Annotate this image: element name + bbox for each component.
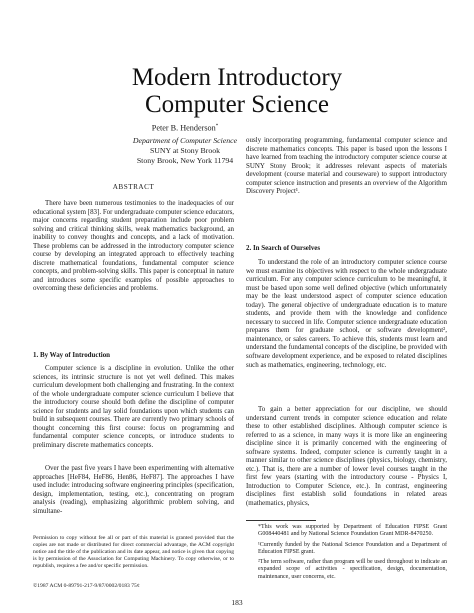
copyright-line: ©1987 ACM 0-89791-217-9/87/0002/0183 75¢ bbox=[33, 583, 140, 589]
section-2-p2-text: To gain a better appreciation for our discipline, we should understand current trends in computer science education and relate these to other established disciplines. Although computer science is referred to as a science, in many ways it is more like an engineering discipline since it is primarily concerned with the engineering of software systems. Indeed, computer science is currently taught in a manner similar to other science disciplines (physics, biology, chemistry, etc.). That is, there are a number of lower level courses taught in the first few years (starting with the introductory course - Physics I, Introduction to Computer Science, etc.). In contrast, engineering disciplines first establish solid foundations in related areas (mathematics, physics, bbox=[246, 405, 447, 508]
author-block bbox=[110, 122, 260, 165]
section-1-paragraph-1 bbox=[33, 364, 234, 449]
right-column-continuation bbox=[246, 136, 447, 196]
footnote-3: ²The term software, rather than program will be used throughout to indicate an expanded scope of activities - specification, design, documentation, maintenance, user concerns, etc. bbox=[258, 559, 447, 580]
section-1-p1-text: Computer science is a discipline in evolution. Unlike the other sciences, its intrinsic structure is not yet well defined. This makes curriculum development both challenging and frustrating. In the context of the whole undergraduate computer science curriculum I believe that the introductory course should both define the discipline of computer science for students and lay solid foundations upon which students can build in subsequent courses. There are currently two primary schools of thought concerning this first course: focus on programming and fundamental computer science concepts, or introduce students to preliminary discrete mathematics concepts. bbox=[33, 364, 234, 449]
section-1-title: 1. By Way of Introduction bbox=[33, 351, 111, 359]
section-1-paragraph-2 bbox=[33, 464, 234, 515]
section-1-heading bbox=[33, 351, 234, 360]
page-number: 183 bbox=[231, 598, 243, 607]
right-column-p1-text: ously incorporating programming, fundamental computer science and discrete mathematics concepts. This paper is based upon the lessons I have learned from teaching the introductory computer science course at SUNY Stony Brook; it addresses relevant aspects of materials development (course material and courseware) to support introductory computer science instruction and presents an overview of the Algorithm Discovery Project¹. bbox=[246, 136, 447, 196]
author-department: Department of Computer Science bbox=[132, 136, 238, 146]
author-footnote-mark: * bbox=[215, 124, 219, 129]
title-line-2: Computer Science bbox=[145, 91, 329, 118]
footnote-divider bbox=[246, 520, 316, 521]
footnote-1: *This work was supported by Department of Education FIPSE Grant G008440481 and by National Science Foundation Grant MDR-8470250. bbox=[258, 524, 447, 538]
author-institution: SUNY at Stony Brook bbox=[149, 145, 221, 155]
footnote-2: ¹Currently funded by the National Science Foundation and a Department of Education FIPSE grant. bbox=[258, 541, 447, 555]
abstract-body bbox=[33, 199, 234, 293]
title-line-1: Modern Introductory bbox=[131, 64, 343, 91]
permission-notice: Permission to copy without fee all or part of this material is granted provided that the copies are not made or distributed for direct commercial advantage, the ACM copyright notice and the title of the publication and its date appear, and notice is given that copying is by permission of the Association for Computing Machinery. To copy otherwise, or to republish, requires a fee and/or specific permission. bbox=[33, 535, 234, 569]
author-name-line bbox=[110, 122, 260, 133]
section-2-paragraph-2 bbox=[246, 405, 447, 508]
section-1-p2-text: Over the past five years I have been experimenting with alternative approaches [HeF84, HeF86, Hen86, HeF87]. The approaches I have used include: introducing software engineering principles (specification, design, implementation, testing, etc.), concentrating on program analysis (reading), emphasizing algorithmic problem solving, and simultane- bbox=[33, 464, 234, 515]
author-address: Stony Brook, New York 11794 bbox=[136, 155, 234, 165]
section-2-title: 2. In Search of Ourselves bbox=[246, 244, 321, 252]
section-2-p1-text: To understand the role of an introductory computer science course we must examine its objectives with respect to the whole undergraduate curriculum. For any computer science curriculum to be meaningful, it must be based upon some well defined objective (which unfortunately may be the least understood aspect of computer science education today). The general objective of undergraduate education is to mature students, and provide them with the knowledge and confidence necessary to succeed in life. Computer science undergraduate education prepares them for graduate school, or software development², maintenance, or sales careers. To achieve this, students must learn and understand the fundamental concepts of the discipline, be provided with software development experience, and be exposed to related disciplines such as mathematics, engineering, technology, etc. bbox=[246, 258, 447, 369]
paper-title bbox=[0, 64, 474, 118]
abstract-heading: ABSTRACT bbox=[112, 183, 155, 191]
footnotes bbox=[258, 524, 447, 584]
section-2-paragraph-1 bbox=[246, 258, 447, 369]
author-name: Peter B. Henderson bbox=[151, 123, 216, 133]
abstract-text: There have been numerous testimonies to the inadequacies of our educational system [83]. For undergraduate computer science educators, major concerns regarding student preparation include poor problem solving and critical thinking skills, weak mathematics background, an inability to convey thoughts and concepts, and a lack of motivation. These problems can be addressed in the introductory computer science course by developing an integrated approach to effectively teaching discrete mathematical foundations, fundamental computer science concepts, and problem-solving skills. This paper is conceptual in nature and introduces some specific examples of possible approaches to overcoming these deficiencies and problems. bbox=[33, 199, 234, 293]
section-2-heading bbox=[246, 244, 447, 253]
